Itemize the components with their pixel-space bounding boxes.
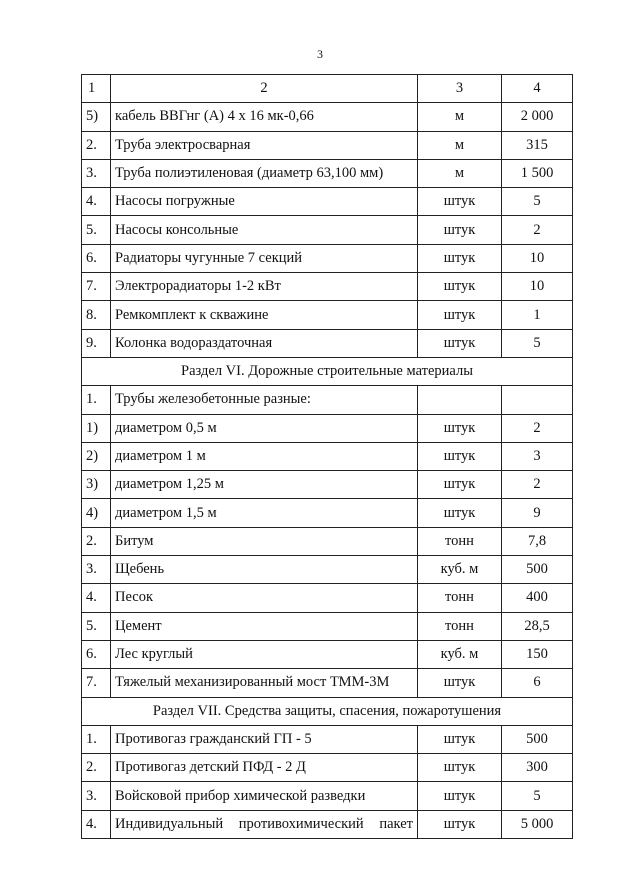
item-name: Колонка водораздаточная	[111, 329, 418, 357]
item-quantity: 9	[502, 499, 573, 527]
table-body	[82, 75, 573, 839]
item-quantity: 2	[502, 414, 573, 442]
item-name: Радиаторы чугунные 7 секций	[111, 244, 418, 272]
item-quantity: 150	[502, 640, 573, 668]
item-unit: штук	[418, 414, 502, 442]
table-row	[82, 725, 573, 753]
item-unit: тонн	[418, 612, 502, 640]
table-row	[82, 188, 573, 216]
item-unit: штук	[418, 782, 502, 810]
row-number: 3.	[82, 782, 111, 810]
item-unit: куб. м	[418, 556, 502, 584]
item-quantity: 3	[502, 442, 573, 470]
item-name: Тяжелый механизированный мост ТММ-3М	[111, 669, 418, 697]
item-quantity: 28,5	[502, 612, 573, 640]
item-quantity: 315	[502, 131, 573, 159]
table-row	[82, 414, 573, 442]
table-row	[82, 442, 573, 470]
section-header-row	[82, 697, 573, 725]
item-quantity: 2	[502, 216, 573, 244]
item-quantity: 500	[502, 725, 573, 753]
item-name: Труба полиэтиленовая (диаметр 63,100 мм)	[111, 159, 418, 187]
table-row	[82, 216, 573, 244]
table-row	[82, 612, 573, 640]
item-unit: м	[418, 103, 502, 131]
table-row	[82, 527, 573, 555]
row-number: 1.	[82, 386, 111, 414]
table-row	[82, 754, 573, 782]
item-name: Труба электросварная	[111, 131, 418, 159]
item-unit: штук	[418, 754, 502, 782]
item-name: Войсковой прибор химической разведки	[111, 782, 418, 810]
item-unit: куб. м	[418, 640, 502, 668]
row-number: 6.	[82, 244, 111, 272]
row-number: 5.	[82, 216, 111, 244]
table-row	[82, 499, 573, 527]
item-name: Электрорадиаторы 1-2 кВт	[111, 273, 418, 301]
item-name: Песок	[111, 584, 418, 612]
item-unit: штук	[418, 301, 502, 329]
section-title: Раздел VI. Дорожные строительные материалы	[82, 357, 573, 385]
table-row	[82, 556, 573, 584]
header-col-2: 2	[111, 75, 418, 103]
header-col-3: 3	[418, 75, 502, 103]
row-number: 1.	[82, 725, 111, 753]
item-quantity: 5 000	[502, 810, 573, 838]
row-number: 2.	[82, 527, 111, 555]
item-quantity: 10	[502, 273, 573, 301]
item-quantity: 10	[502, 244, 573, 272]
page-number: 3	[317, 47, 323, 61]
item-unit: м	[418, 159, 502, 187]
item-unit: штук	[418, 188, 502, 216]
item-unit: штук	[418, 725, 502, 753]
item-quantity: 6	[502, 669, 573, 697]
table-row	[82, 159, 573, 187]
table-row	[82, 810, 573, 838]
item-quantity: 5	[502, 329, 573, 357]
table-row	[82, 471, 573, 499]
item-quantity: 2 000	[502, 103, 573, 131]
section-header-row	[82, 357, 573, 385]
item-name: Битум	[111, 527, 418, 555]
row-number: 2)	[82, 442, 111, 470]
item-unit	[418, 386, 502, 414]
row-number: 1)	[82, 414, 111, 442]
row-number: 5)	[82, 103, 111, 131]
item-quantity	[502, 386, 573, 414]
item-name: Противогаз детский ПФД - 2 Д	[111, 754, 418, 782]
table-row	[82, 640, 573, 668]
row-number: 3)	[82, 471, 111, 499]
row-number: 4.	[82, 584, 111, 612]
item-name: Насосы погружные	[111, 188, 418, 216]
row-number: 4.	[82, 188, 111, 216]
table-row	[82, 782, 573, 810]
item-name: Трубы железобетонные разные:	[111, 386, 418, 414]
item-quantity: 300	[502, 754, 573, 782]
item-unit: штук	[418, 810, 502, 838]
item-unit: штук	[418, 669, 502, 697]
row-number: 5.	[82, 612, 111, 640]
item-unit: тонн	[418, 527, 502, 555]
row-number: 4.	[82, 810, 111, 838]
table-row	[82, 244, 573, 272]
header-col-1: 1	[82, 75, 111, 103]
item-name: Щебень	[111, 556, 418, 584]
item-unit: штук	[418, 216, 502, 244]
item-unit: штук	[418, 499, 502, 527]
table-row	[82, 329, 573, 357]
item-name: диаметром 1 м	[111, 442, 418, 470]
item-name: Ремкомплект к скважине	[111, 301, 418, 329]
row-number: 6.	[82, 640, 111, 668]
row-number: 3.	[82, 159, 111, 187]
item-quantity: 1	[502, 301, 573, 329]
row-number: 8.	[82, 301, 111, 329]
item-name: Цемент	[111, 612, 418, 640]
table-row	[82, 131, 573, 159]
item-name: диаметром 1,25 м	[111, 471, 418, 499]
table-header-row	[82, 75, 573, 103]
row-number: 2.	[82, 131, 111, 159]
item-quantity: 7,8	[502, 527, 573, 555]
row-number: 9.	[82, 329, 111, 357]
item-unit: тонн	[418, 584, 502, 612]
item-quantity: 400	[502, 584, 573, 612]
item-name: диаметром 1,5 м	[111, 499, 418, 527]
item-name: кабель ВВГнг (А) 4 х 16 мк-0,66	[111, 103, 418, 131]
row-number: 3.	[82, 556, 111, 584]
table-row	[82, 301, 573, 329]
item-unit: штук	[418, 442, 502, 470]
item-name: Противогаз гражданский ГП - 5	[111, 725, 418, 753]
item-quantity: 500	[502, 556, 573, 584]
row-number: 7.	[82, 273, 111, 301]
table-row	[82, 386, 573, 414]
table-row	[82, 273, 573, 301]
item-unit: штук	[418, 471, 502, 499]
item-quantity: 1 500	[502, 159, 573, 187]
item-quantity: 2	[502, 471, 573, 499]
item-quantity: 5	[502, 782, 573, 810]
row-number: 2.	[82, 754, 111, 782]
item-name: Индивидуальный противохимический пакет	[111, 810, 418, 838]
item-name: Насосы консольные	[111, 216, 418, 244]
table-row	[82, 669, 573, 697]
header-col-4: 4	[502, 75, 573, 103]
inventory-table	[81, 74, 573, 839]
item-name: диаметром 0,5 м	[111, 414, 418, 442]
item-name: Лес круглый	[111, 640, 418, 668]
table-row	[82, 584, 573, 612]
row-number: 4)	[82, 499, 111, 527]
item-unit: штук	[418, 244, 502, 272]
table-row	[82, 103, 573, 131]
section-title: Раздел VII. Средства защиты, спасения, пожаротушения	[82, 697, 573, 725]
item-unit: штук	[418, 329, 502, 357]
item-unit: м	[418, 131, 502, 159]
item-quantity: 5	[502, 188, 573, 216]
item-unit: штук	[418, 273, 502, 301]
row-number: 7.	[82, 669, 111, 697]
